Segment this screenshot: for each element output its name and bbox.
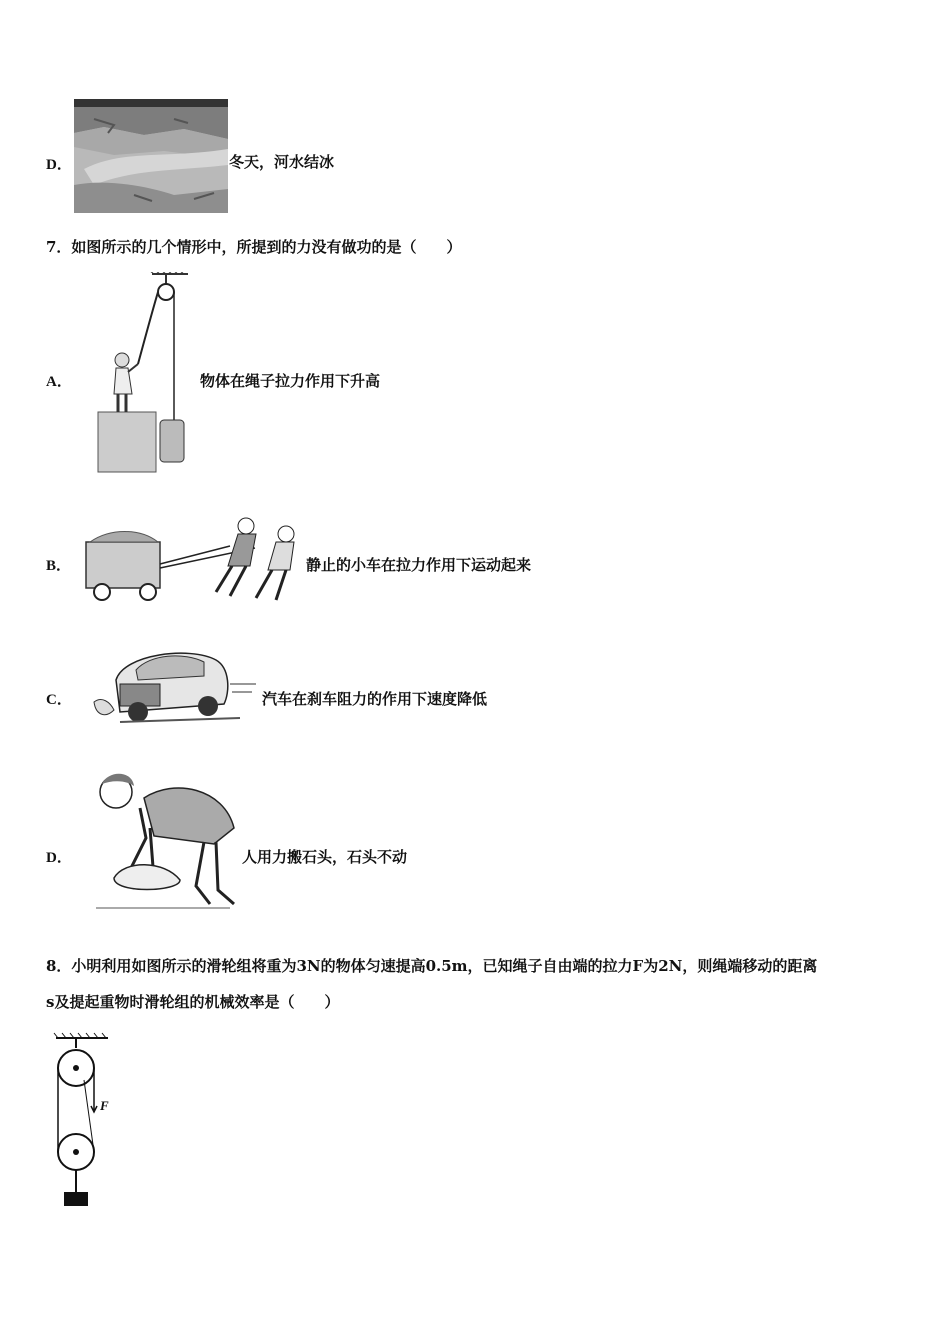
person-pushing-stone-figure bbox=[84, 768, 240, 916]
car-braking-figure bbox=[80, 640, 258, 728]
q6-option-d-label: D． bbox=[46, 157, 72, 173]
frozen-river-photo bbox=[74, 99, 228, 213]
q7-option-c-label: C． bbox=[46, 692, 72, 708]
q7-option-a-label: A． bbox=[46, 374, 72, 390]
q7-option-d-label: D． bbox=[46, 850, 72, 866]
q7-option-a-text: 物体在绳子拉力作用下升高 bbox=[200, 372, 381, 390]
q6-option-d-text: 冬天，河水结冰 bbox=[229, 153, 335, 171]
kids-pulling-cart-figure bbox=[80, 512, 302, 608]
q7-option-d-text: 人用力搬石头，石头不动 bbox=[242, 848, 408, 866]
q7-stem: 7．如图所示的几个情形中，所提到的力没有做功的是（ ） bbox=[46, 238, 462, 256]
pulley-system-figure bbox=[48, 1032, 118, 1208]
q7-option-b-label: B． bbox=[46, 558, 72, 574]
q8-stem-line2: s及提起重物时滑轮组的机械效率是（ ） bbox=[46, 993, 340, 1011]
q8-stem-line1: 8．小明利用如图所示的滑轮组将重为3N的物体匀速提高0.5m，已知绳子自由端的拉力F为2N，则绳端移动的距离 bbox=[46, 957, 818, 975]
pulley-lifting-figure bbox=[94, 272, 194, 474]
force-label-f: F bbox=[100, 1098, 109, 1113]
q7-option-c-text: 汽车在刹车阻力的作用下速度降低 bbox=[262, 690, 488, 708]
q7-option-b-text: 静止的小车在拉力作用下运动起来 bbox=[306, 556, 532, 574]
